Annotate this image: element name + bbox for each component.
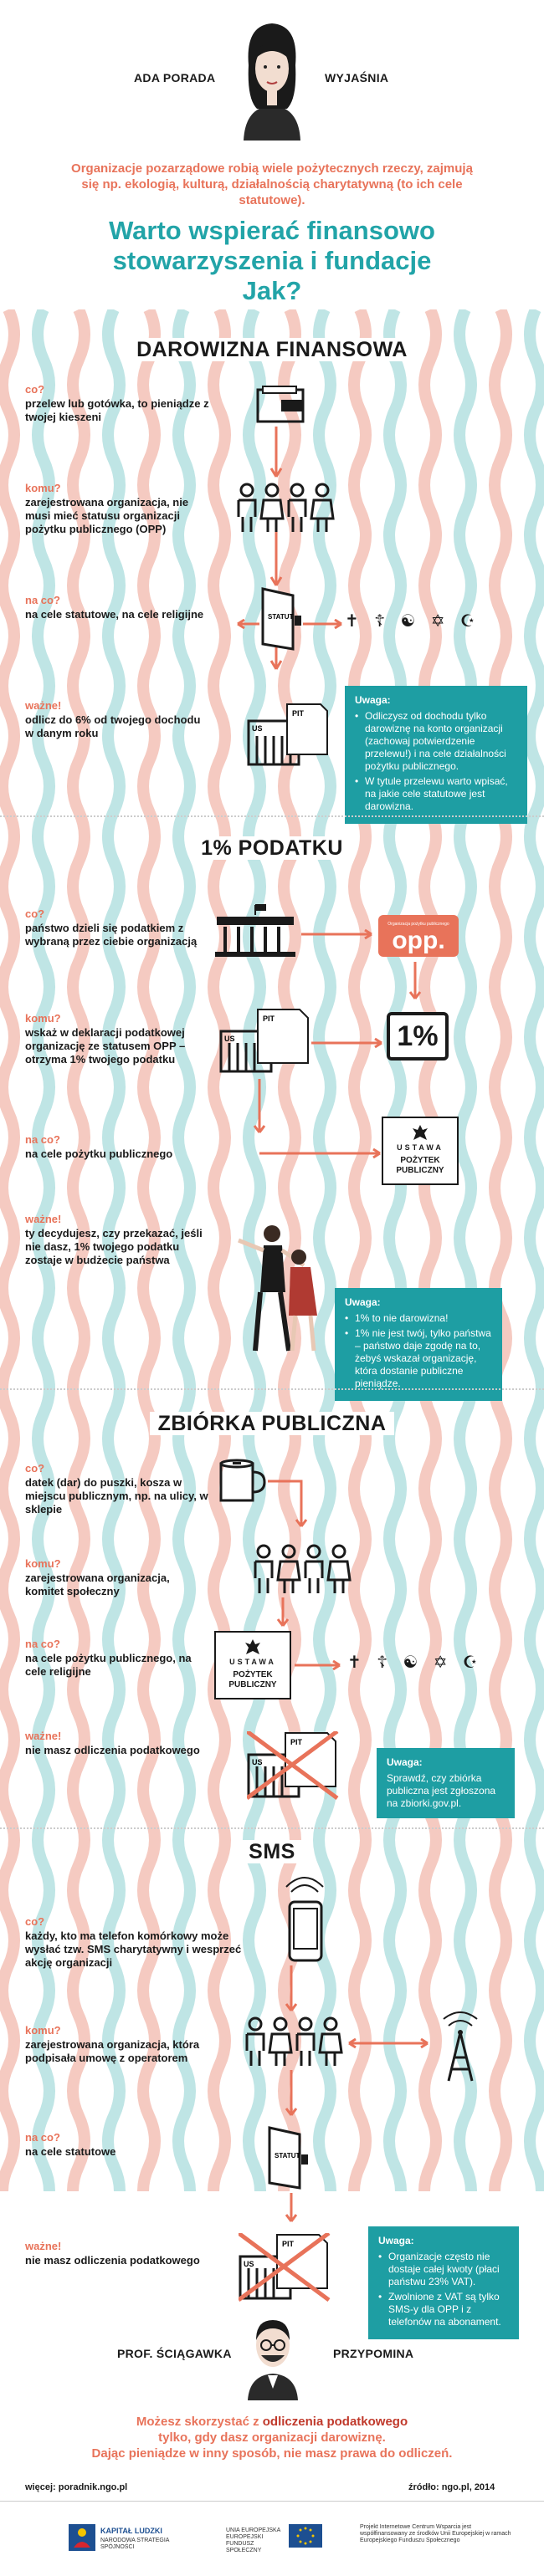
section-divider bbox=[0, 1827, 544, 1829]
question-text: na cele statutowe bbox=[25, 2145, 116, 2158]
tax-office-pit-icon bbox=[247, 703, 331, 768]
arrow-right-icon bbox=[259, 1147, 385, 1159]
sms-q-wazne bbox=[25, 2240, 209, 2267]
footer-host-right: PRZYPOMINA bbox=[333, 2347, 414, 2360]
section-divider bbox=[0, 1388, 544, 1390]
zbiorka-note bbox=[377, 1748, 515, 1818]
podatek-note bbox=[335, 1288, 502, 1401]
question-label: komu? bbox=[25, 1012, 61, 1025]
question-label: komu? bbox=[25, 482, 61, 494]
question-label: co? bbox=[25, 1915, 45, 1928]
opp-label: opp. bbox=[392, 927, 445, 954]
question-label: na co? bbox=[25, 594, 60, 606]
main-title-line1: Warto wspierać finansowo bbox=[109, 216, 435, 245]
professor-portrait bbox=[243, 2308, 303, 2400]
darowizna-q-co bbox=[25, 383, 209, 424]
flow-arrows-darowizna bbox=[251, 418, 352, 694]
section-title-zbiorka bbox=[0, 1412, 544, 1436]
dancing-couple-illustration bbox=[230, 1217, 331, 1359]
question-text: każdy, kto ma telefon komórkowy może wysłać tzw. SMS charytatywny i wesprzeć akcję organizacji bbox=[25, 1929, 242, 1969]
eu-flag-icon bbox=[289, 2524, 322, 2548]
pit-label: PIT bbox=[292, 709, 305, 718]
no-tax-deduction-icon bbox=[247, 1731, 339, 1800]
darowizna-note bbox=[345, 686, 527, 824]
note-item: • 1% to nie darowizna! bbox=[345, 1312, 492, 1325]
question-text: zarejestrowana organizacja, nie musi mieć statusu organizacji pożytku publicznego (OPP) bbox=[25, 496, 189, 535]
pit-label: PIT bbox=[290, 1738, 303, 1746]
host-name-right: WYJAŚNIA bbox=[325, 71, 389, 84]
opp-logo-icon bbox=[378, 910, 459, 957]
darowizna-q-wazne bbox=[25, 699, 209, 740]
logo1-text: KAPITAŁ LUDZKI bbox=[100, 2527, 162, 2535]
wave-stripe bbox=[530, 309, 541, 2191]
question-text: przelew lub gotówka, to pieniądze z twojej kieszeni bbox=[25, 397, 209, 423]
footer-line2: tylko, gdy dasz organizacji darowiznę. bbox=[158, 2430, 386, 2445]
host-name-left: ADA PORADA bbox=[134, 71, 216, 84]
public-benefit-act-icon bbox=[382, 1117, 459, 1185]
question-label: co? bbox=[25, 383, 45, 396]
question-label: na co? bbox=[25, 2131, 60, 2144]
arrow-down-icon bbox=[285, 2193, 298, 2226]
question-label: co? bbox=[25, 907, 45, 920]
section-title-podatek-text: 1% PODATKU bbox=[192, 836, 352, 860]
arrow-left-icon bbox=[234, 619, 259, 629]
people-group-icon bbox=[243, 2016, 343, 2067]
question-text: ty decydujesz, czy przekazać, jeśli nie dasz, 1% twojego podatku zostaje w budżecie państwa bbox=[25, 1227, 203, 1266]
wave-stripe bbox=[424, 309, 436, 2191]
statute-label: STATUT bbox=[275, 2152, 300, 2159]
pit-label: PIT bbox=[263, 1015, 275, 1023]
note-text: Sprawdź, czy zbiórka publiczna jest zgłoszona na zbiorki.gov.pl. bbox=[387, 1772, 496, 1809]
section-title-sms-text: SMS bbox=[240, 1840, 304, 1863]
note-item: • W tytule przelewu warto wpisać, na jakie cele statutowe jest darowizna. bbox=[355, 775, 517, 813]
question-text: odlicz do 6% od twojego dochodu w danym roku bbox=[25, 713, 201, 739]
us-label: US bbox=[244, 2260, 254, 2268]
arrow-right-icon bbox=[311, 1037, 387, 1049]
question-label: na co? bbox=[25, 1638, 60, 1650]
logo1-subtext: NARODOWA STRATEGIA SPÓJNOŚCI bbox=[100, 2538, 170, 2550]
footer-line3: Dając pieniądze w inny sposób, nie masz prawa do odliczeń. bbox=[91, 2446, 453, 2461]
us-label: US bbox=[224, 1035, 235, 1043]
people-group-icon bbox=[234, 482, 335, 534]
note-item: • Zwolnione z VAT są tylko SMS-y dla OPP i z telefonów na abonament. bbox=[378, 2291, 509, 2328]
eagle-emblem-icon bbox=[412, 1123, 429, 1142]
wave-stripe bbox=[213, 309, 225, 2191]
arrow-both-icon bbox=[347, 2037, 431, 2049]
footer-divider bbox=[0, 2501, 544, 2502]
sms-note bbox=[368, 2226, 519, 2339]
no-tax-deduction-icon bbox=[239, 2233, 331, 2302]
sms-q-co bbox=[25, 1915, 242, 1970]
antenna-tower-icon bbox=[435, 2007, 485, 2083]
question-text: państwo dzieli się podatkiem z wybraną przez ciebie organizacją bbox=[25, 922, 198, 948]
question-text: zarejestrowana organizacja, komitet społeczny bbox=[25, 1572, 170, 1597]
human-capital-logo-icon bbox=[67, 2522, 97, 2553]
public-benefit-act-icon bbox=[214, 1631, 291, 1699]
section-title-darowizna-text: DAROWIZNA FINANSOWA bbox=[128, 338, 416, 361]
wave-stripe bbox=[495, 309, 506, 2191]
zbiorka-q-naco bbox=[25, 1638, 209, 1679]
question-text: wskaż w deklaracji podatkowej organizację ze statusem OPP – otrzyma 1% twojego podatku bbox=[25, 1026, 186, 1066]
statute-document-icon bbox=[266, 2124, 310, 2191]
question-label: ważne! bbox=[25, 2240, 62, 2252]
sms-q-naco bbox=[25, 2131, 209, 2159]
disclaimer-text: Projekt Internetowe Centrum Wsparcia jest współfinansowany ze środków Unii Europejskiej w ramach Europejskiego Funduszu Społecznego bbox=[360, 2524, 511, 2543]
section-title-sms bbox=[0, 1840, 544, 1864]
tax-declaration-icon bbox=[219, 1008, 311, 1075]
act-title: USTAWA bbox=[397, 1143, 444, 1152]
act-subtitle: POŻYTEK PUBLICZNY bbox=[228, 1670, 277, 1689]
question-label: na co? bbox=[25, 1133, 60, 1146]
arrow-down-icon bbox=[408, 962, 422, 1004]
source-text: źródło: ngo.pl, 2014 bbox=[408, 2482, 495, 2492]
wave-stripe bbox=[354, 309, 366, 2191]
mobile-phone-icon bbox=[280, 1873, 330, 1965]
pit-label: PIT bbox=[282, 2240, 295, 2248]
question-label: komu? bbox=[25, 1557, 61, 1570]
podatek-q-naco bbox=[25, 1133, 209, 1161]
zbiorka-q-wazne bbox=[25, 1730, 209, 1757]
logo2-text: UNIA EUROPEJSKA EUROPEJSKI FUNDUSZ SPOŁECZNY bbox=[226, 2527, 280, 2553]
footer-line1-a: Możesz skorzystać z bbox=[136, 2415, 263, 2429]
us-label: US bbox=[252, 724, 263, 733]
wave-stripe bbox=[389, 309, 401, 2191]
section-title-podatek bbox=[0, 836, 544, 861]
sms-q-komu bbox=[25, 2024, 209, 2065]
arrow-right-icon bbox=[301, 928, 377, 940]
question-text: na cele pożytku publicznego bbox=[25, 1147, 173, 1160]
darowizna-q-naco bbox=[25, 594, 209, 621]
host-portrait-woman bbox=[237, 15, 307, 141]
wave-stripe bbox=[3, 309, 14, 2191]
arrow-down-icon bbox=[253, 1079, 266, 1137]
note-item: • 1% nie jest twój, tylko państwa – państwo daje zgodę na to, żebyś wskazał organizację, która dostanie publiczne pieniądze. bbox=[345, 1327, 492, 1390]
question-text: nie masz odliczenia podatkowego bbox=[25, 1744, 200, 1756]
more-info-link[interactable]: więcej: poradnik.ngo.pl bbox=[25, 2482, 128, 2492]
main-title-line3: Jak? bbox=[242, 276, 302, 305]
footer-reminder bbox=[50, 2414, 494, 2461]
arrow-right-down-icon bbox=[268, 1476, 318, 1535]
note-item: • Organizacje często nie dostaje całej kwoty (płaci państwu 23% VAT). bbox=[378, 2251, 509, 2288]
question-text: nie masz odliczenia podatkowego bbox=[25, 2254, 200, 2267]
statute-label: STATUT bbox=[268, 613, 294, 621]
act-subtitle: POŻYTEK PUBLICZNY bbox=[396, 1156, 444, 1175]
arrow-down-icon bbox=[276, 1597, 290, 1631]
podatek-q-komu bbox=[25, 1012, 209, 1066]
act-title: USTAWA bbox=[229, 1658, 276, 1666]
people-group-icon bbox=[251, 1543, 352, 1595]
question-label: ważne! bbox=[25, 1730, 62, 1742]
section-title-zbiorka-text: ZBIÓRKA PUBLICZNA bbox=[150, 1412, 395, 1435]
statute-document-icon bbox=[259, 585, 303, 652]
government-building-icon bbox=[213, 903, 297, 958]
arrow-down-icon bbox=[285, 2070, 298, 2120]
podatek-q-wazne bbox=[25, 1213, 209, 1267]
note-title: Uwaga: bbox=[345, 1296, 381, 1308]
footer-line1 bbox=[50, 2414, 494, 2430]
question-label: ważne! bbox=[25, 699, 62, 712]
one-percent-badge: 1% bbox=[387, 1012, 449, 1061]
podatek-q-co bbox=[25, 907, 209, 948]
zbiorka-q-co bbox=[25, 1462, 209, 1516]
question-label: ważne! bbox=[25, 1213, 62, 1225]
arrow-right-icon bbox=[303, 619, 345, 629]
religious-symbols-row: ✝ ☦ ☯ ✡ ☪ bbox=[347, 1652, 483, 1672]
religious-symbols-row: ✝ ☦ ☯ ✡ ☪ bbox=[345, 611, 480, 631]
collection-box-icon bbox=[216, 1455, 266, 1502]
note-title: Uwaga: bbox=[387, 1756, 423, 1768]
section-divider bbox=[0, 815, 544, 817]
footer-host-left: PROF. ŚCIĄGAWKA bbox=[117, 2347, 232, 2360]
main-title-line2: stowarzyszenia i fundacje bbox=[112, 246, 432, 275]
note-title: Uwaga: bbox=[378, 2235, 414, 2246]
question-label: komu? bbox=[25, 2024, 61, 2037]
arrow-right-icon bbox=[295, 1660, 345, 1670]
arrow-down-icon bbox=[285, 1965, 298, 2016]
footer-logos bbox=[0, 2509, 544, 2576]
zbiorka-q-komu bbox=[25, 1557, 209, 1598]
main-title bbox=[42, 216, 502, 306]
intro-text: Organizacje pozarządowe robią wiele pożytecznych rzeczy, zajmują się np. ekologią, kulturą, działalnością charytatywną (to ich cele statutowe). bbox=[71, 161, 473, 207]
wave-stripe bbox=[459, 309, 471, 2191]
question-text: datek (dar) do puszki, kosza w miejscu publicznym, np. na ulicy, w sklepie bbox=[25, 1476, 208, 1515]
footer-line1-b: odliczenia podatkowego bbox=[262, 2415, 408, 2429]
us-label: US bbox=[252, 1758, 263, 1766]
question-label: co? bbox=[25, 1462, 45, 1475]
note-title: Uwaga: bbox=[355, 694, 391, 706]
eagle-emblem-icon bbox=[244, 1638, 261, 1656]
question-text: zarejestrowana organizacja, która podpisała umowę z operatorem bbox=[25, 2038, 200, 2064]
question-text: na cele statutowe, na cele religijne bbox=[25, 608, 204, 621]
darowizna-q-komu bbox=[25, 482, 209, 536]
note-item: • Odliczysz od dochodu tylko darowiznę na konto organizacji (zachowaj potwierdzenie przelewu!) i na cele działalności pożytku publicznego. bbox=[355, 710, 517, 773]
section-title-darowizna bbox=[0, 338, 544, 362]
question-text: na cele pożytku publicznego, na cele religijne bbox=[25, 1652, 192, 1678]
opp-small-label: Organizacja pożytku publicznego bbox=[387, 922, 449, 927]
